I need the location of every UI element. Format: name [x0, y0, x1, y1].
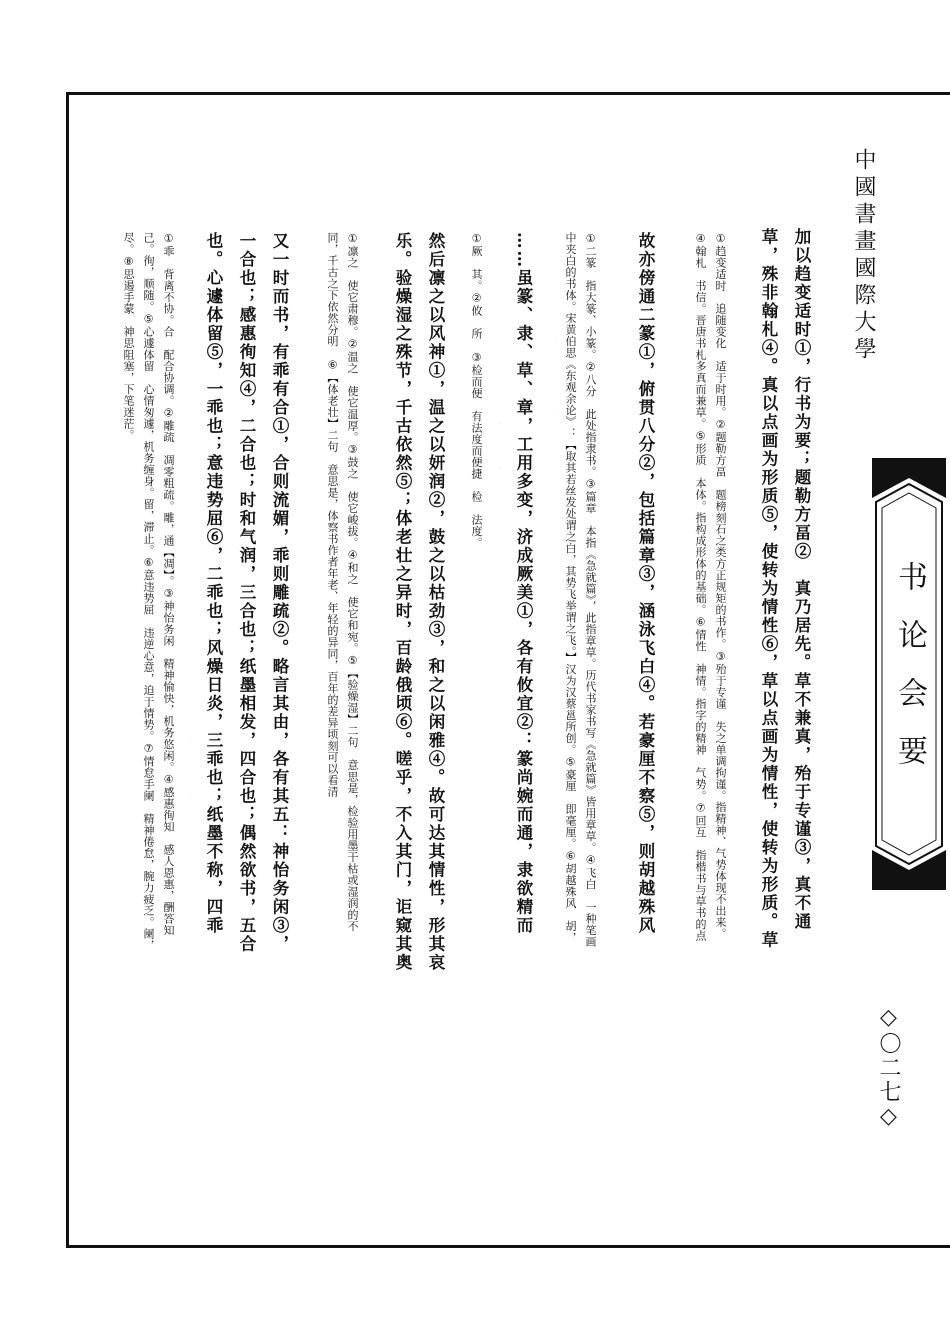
- notes-1: ①趋变适时 追随变化 适于时用。②题勒方畐 题榜刻石之类方正规矩的书作。③殆于专谨 失之单调拘谨。指精神、气势体现不出来。④翰札 书信。晋唐书札多真而兼草。⑤形质 本体。指构成形体的基础。⑥情性 神情。指字的精神 气势。⑦回互 指楷书与草书的点: [694, 232, 727, 942]
- title-banner: [868, 458, 950, 890]
- page-number: ◇〇二七◇: [876, 1005, 901, 1131]
- notes-5: ①乖 背离不协。合 配合协调。②雕疏 凋零粗疏。雕，通【凋】。③神怡务闲 精神愉快，机务悠闲。④感惠徇知 感人恩惠，酬答知己。徇，顺随。⑤心遽体留 心情匆遽，机务缠身。留，滞止。⑥意违势屈 违逆心意，迫于情势。⑦情怠手阑 精神倦怠，腕力疲乏。阑，尽。⑧思遏手蒙 神思阻塞，下笔迷茫。: [122, 232, 175, 951]
- paragraph-5: 又一时而书，有乖有合①，合则流媚，乖则雕疏②。略言其由，各有其五：神怡务闲③，一合也；感惠徇知④，二合也；时和气润，三合也；纸墨相发，四合也；偶然欲书，五合也。心遽体留⑤，一乖也；意违势屈⑥，二乖也；风燥日炎，三乖也；纸墨不称，四乖: [204, 232, 289, 954]
- paragraph-4: 然后凛之以风神①，温之以妍润②，鼓之以枯劲③，和之以闲雅④。故可达其情性，形其哀乐。验燥湿之殊节，千古依然⑤；体老壮之异时，百龄俄顷⑥。嗟乎，不入其门，讵窥其奥: [393, 232, 445, 972]
- paragraph-1: 加以趋变适时①，行书为要；题勒方畐② 真乃居先。草不兼真，殆于专谨③，真不通草，殊非翰札④。真以点画为形质⑤，使转为情性⑥，草以点画为情性，使转为形质。草: [759, 228, 811, 950]
- university-header: 中國書畫國際大學: [851, 148, 876, 364]
- paragraph-3: ……虽篆、隶、草、章，工用多变，济成厥美①，各有攸宜②：篆尚婉而通，隶欲精而: [514, 232, 533, 935]
- book-title: 书论会要: [892, 561, 927, 793]
- notes-3: ①厥 其。②攸 所 ③检而便 有法度而便捷 检 法度。: [470, 232, 483, 549]
- notes-4: ①凛之 使它肃穆。②温之 使它温厚。③鼓之 使它峻拔。④和之 使它和宛。⑤【验燥湿】二句 意思是，检验用墨干枯或湿润的不同，千古之下依然分明 ⑥【体老壮】二句 意思是，体察书作者年老、年轻的异同，百年的差异顷刻可以看清: [326, 232, 359, 932]
- notes-2: ①二篆 指大篆、小篆。②八分 此处指隶书。③篇章 本指《急就篇》，此指章草。历代书家书写《急就篇》皆用章草。④飞白 一种笔画中夹白的书体。宋黄伯思《东观余论》：【取其若丝发处谓之白，其势飞举谓之飞。】汉为汉蔡邕所创。⑤豪厘 即毫厘。⑥胡越殊风 胡，: [564, 232, 597, 948]
- paragraph-2: 故亦傍通二篆①，俯贯八分②，包括篇章③，涵泳飞白④。若豪厘不察⑤，则胡越殊风: [636, 232, 655, 935]
